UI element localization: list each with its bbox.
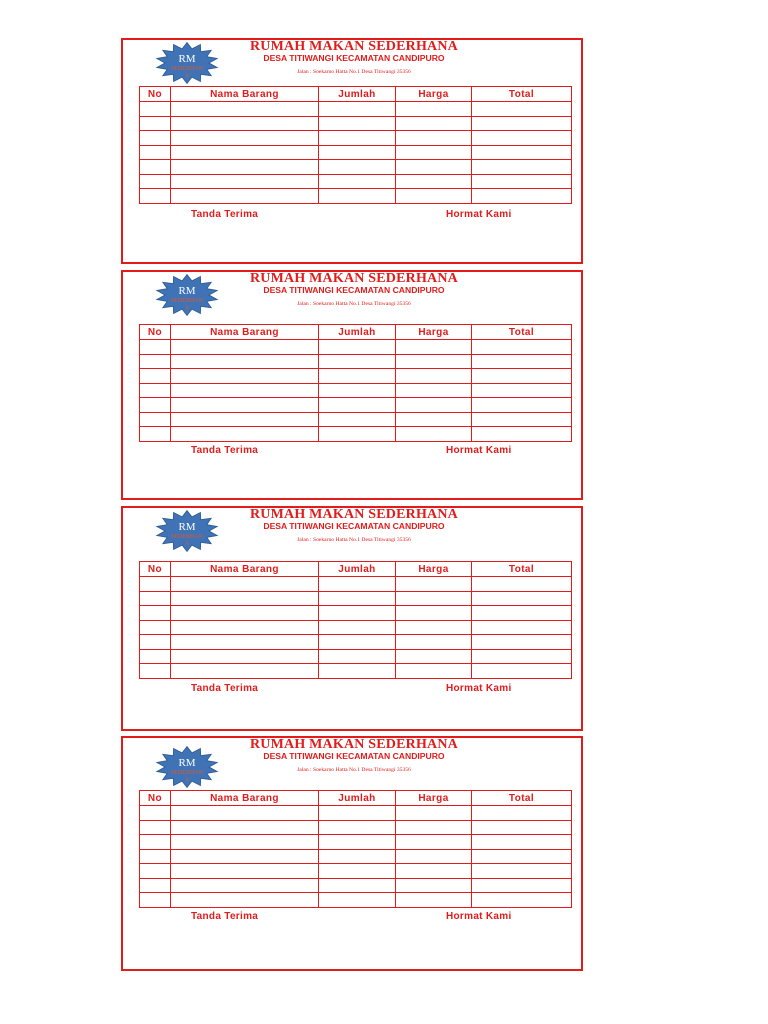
column-header-nama-barang: Nama Barang <box>171 325 319 340</box>
table-cell <box>319 354 396 369</box>
table-cell <box>319 116 396 131</box>
table-cell <box>171 864 319 879</box>
table-row <box>140 635 572 650</box>
table-cell <box>171 849 319 864</box>
table-cell <box>396 635 472 650</box>
table-row <box>140 189 572 204</box>
column-header-jumlah: Jumlah <box>319 325 396 340</box>
table-cell <box>171 427 319 442</box>
table-row <box>140 412 572 427</box>
table-cell <box>396 189 472 204</box>
table-cell <box>396 620 472 635</box>
receipt-address: Jalan : Soekarno Hatta No.1 Desa Titiwangi 35356 <box>297 767 411 773</box>
column-header-nama-barang: Nama Barang <box>171 87 319 102</box>
table-cell <box>472 864 572 879</box>
receipt-card-4 <box>121 736 583 971</box>
table-cell <box>140 174 171 189</box>
table-cell <box>472 383 572 398</box>
table-row <box>140 369 572 384</box>
column-header-nama-barang: Nama Barang <box>171 562 319 577</box>
table-cell <box>472 835 572 850</box>
table-cell <box>171 806 319 821</box>
receipt-address: Jalan : Soekarno Hatta No.1 Desa Titiwangi 35356 <box>297 69 411 75</box>
table-cell <box>472 878 572 893</box>
table-row <box>140 620 572 635</box>
table-row <box>140 340 572 355</box>
table-cell <box>472 806 572 821</box>
table-cell <box>319 427 396 442</box>
table-cell <box>171 878 319 893</box>
table-cell <box>472 577 572 592</box>
table-row <box>140 383 572 398</box>
table-row <box>140 427 572 442</box>
table-cell <box>472 116 572 131</box>
column-header-harga: Harga <box>396 791 472 806</box>
table-cell <box>171 340 319 355</box>
badge-subtext: SEDERHANA <box>170 66 203 79</box>
column-header-no: No <box>140 562 171 577</box>
table-cell <box>396 820 472 835</box>
table-cell <box>171 412 319 427</box>
badge-subtext: SEDERHANA <box>170 298 203 311</box>
table-cell <box>396 340 472 355</box>
table-cell <box>171 577 319 592</box>
table-cell <box>171 649 319 664</box>
signature-regards: Hormat Kami <box>446 445 512 456</box>
table-cell <box>472 849 572 864</box>
badge-subtext: SEDERHANA <box>170 770 203 783</box>
table-cell <box>396 354 472 369</box>
receipt-card-2 <box>121 270 583 500</box>
table-row <box>140 806 572 821</box>
table-row <box>140 174 572 189</box>
receipt-title: RUMAH MAKAN SEDERHANA <box>250 271 458 286</box>
table-cell <box>319 849 396 864</box>
signature-received: Tanda Terima <box>191 445 259 456</box>
table-cell <box>472 102 572 117</box>
signature-received: Tanda Terima <box>191 209 259 220</box>
table-row <box>140 878 572 893</box>
receipt-subtitle: DESA TITIWANGI KECAMATAN CANDIPURO <box>263 751 445 761</box>
signature-regards: Hormat Kami <box>446 683 512 694</box>
table-cell <box>171 369 319 384</box>
table-cell <box>396 131 472 146</box>
table-row <box>140 591 572 606</box>
table-cell <box>396 849 472 864</box>
table-row <box>140 864 572 879</box>
table-cell <box>396 591 472 606</box>
table-cell <box>396 864 472 879</box>
column-header-total: Total <box>472 791 572 806</box>
table-cell <box>171 102 319 117</box>
table-cell <box>319 131 396 146</box>
table-row <box>140 354 572 369</box>
column-header-no: No <box>140 791 171 806</box>
table-cell <box>140 189 171 204</box>
column-header-harga: Harga <box>396 87 472 102</box>
table-cell <box>472 635 572 650</box>
table-row <box>140 116 572 131</box>
column-header-jumlah: Jumlah <box>319 87 396 102</box>
badge-subtext: SEDERHANA <box>170 534 203 547</box>
table-cell <box>319 591 396 606</box>
table-cell <box>319 620 396 635</box>
table-row <box>140 131 572 146</box>
column-header-jumlah: Jumlah <box>319 562 396 577</box>
items-table <box>139 86 572 204</box>
table-cell <box>396 835 472 850</box>
table-row <box>140 398 572 413</box>
table-cell <box>472 145 572 160</box>
table-cell <box>140 398 171 413</box>
table-cell <box>319 577 396 592</box>
table-cell <box>171 635 319 650</box>
table-cell <box>171 591 319 606</box>
table-cell <box>171 383 319 398</box>
table-cell <box>171 189 319 204</box>
table-cell <box>171 131 319 146</box>
table-cell <box>319 806 396 821</box>
table-row <box>140 835 572 850</box>
table-cell <box>140 160 171 175</box>
table-cell <box>472 893 572 908</box>
table-cell <box>140 354 171 369</box>
table-cell <box>140 427 171 442</box>
table-cell <box>319 635 396 650</box>
table-cell <box>140 369 171 384</box>
column-header-harga: Harga <box>396 325 472 340</box>
receipt-title: RUMAH MAKAN SEDERHANA <box>250 507 458 522</box>
table-cell <box>396 160 472 175</box>
table-cell <box>171 145 319 160</box>
table-cell <box>396 649 472 664</box>
table-cell <box>472 664 572 679</box>
table-cell <box>319 340 396 355</box>
table-row <box>140 577 572 592</box>
table-cell <box>396 427 472 442</box>
table-cell <box>140 606 171 621</box>
table-cell <box>140 591 171 606</box>
column-header-nama-barang: Nama Barang <box>171 791 319 806</box>
table-cell <box>140 835 171 850</box>
table-cell <box>140 820 171 835</box>
badge-text: RM <box>178 757 196 769</box>
receipt-address: Jalan : Soekarno Hatta No.1 Desa Titiwangi 35356 <box>297 301 411 307</box>
badge-text: RM <box>178 53 196 65</box>
table-cell <box>319 412 396 427</box>
table-cell <box>319 893 396 908</box>
table-cell <box>472 160 572 175</box>
receipt-subtitle: DESA TITIWANGI KECAMATAN CANDIPURO <box>263 521 445 531</box>
table-cell <box>171 116 319 131</box>
column-header-jumlah: Jumlah <box>319 791 396 806</box>
badge-text: RM <box>178 285 196 297</box>
table-cell <box>171 820 319 835</box>
signature-received: Tanda Terima <box>191 683 259 694</box>
badge-text: RM <box>178 521 196 533</box>
table-cell <box>171 606 319 621</box>
column-header-harga: Harga <box>396 562 472 577</box>
table-cell <box>319 835 396 850</box>
table-cell <box>396 145 472 160</box>
table-cell <box>319 664 396 679</box>
table-cell <box>171 398 319 413</box>
table-cell <box>171 664 319 679</box>
table-cell <box>472 369 572 384</box>
signature-regards: Hormat Kami <box>446 209 512 220</box>
table-cell <box>171 893 319 908</box>
table-cell <box>140 649 171 664</box>
table-cell <box>140 131 171 146</box>
table-cell <box>472 354 572 369</box>
table-row <box>140 160 572 175</box>
column-header-total: Total <box>472 87 572 102</box>
table-cell <box>171 160 319 175</box>
table-cell <box>140 383 171 398</box>
table-row <box>140 649 572 664</box>
table-cell <box>140 849 171 864</box>
items-table <box>139 324 572 442</box>
table-cell <box>319 864 396 879</box>
table-cell <box>319 820 396 835</box>
table-row <box>140 102 572 117</box>
table-cell <box>472 820 572 835</box>
table-cell <box>396 893 472 908</box>
table-cell <box>396 174 472 189</box>
table-cell <box>396 806 472 821</box>
table-cell <box>472 412 572 427</box>
column-header-total: Total <box>472 325 572 340</box>
receipt-card-1 <box>121 38 583 264</box>
table-cell <box>472 189 572 204</box>
table-cell <box>140 620 171 635</box>
signature-regards: Hormat Kami <box>446 911 512 922</box>
items-table <box>139 790 572 908</box>
table-cell <box>319 878 396 893</box>
table-cell <box>472 591 572 606</box>
table-cell <box>396 398 472 413</box>
table-cell <box>140 102 171 117</box>
table-cell <box>472 606 572 621</box>
table-cell <box>396 878 472 893</box>
column-header-no: No <box>140 87 171 102</box>
table-cell <box>396 102 472 117</box>
receipt-title: RUMAH MAKAN SEDERHANA <box>250 39 458 54</box>
table-cell <box>140 893 171 908</box>
table-row <box>140 664 572 679</box>
table-cell <box>472 340 572 355</box>
receipt-title: RUMAH MAKAN SEDERHANA <box>250 737 458 752</box>
items-table <box>139 561 572 679</box>
table-row <box>140 606 572 621</box>
table-cell <box>396 606 472 621</box>
table-cell <box>319 189 396 204</box>
table-cell <box>171 620 319 635</box>
table-row <box>140 849 572 864</box>
table-cell <box>319 383 396 398</box>
table-cell <box>140 878 171 893</box>
table-cell <box>396 369 472 384</box>
table-cell <box>472 398 572 413</box>
table-cell <box>319 369 396 384</box>
table-cell <box>140 864 171 879</box>
table-row <box>140 145 572 160</box>
table-cell <box>171 174 319 189</box>
table-cell <box>140 635 171 650</box>
table-cell <box>472 427 572 442</box>
receipt-address: Jalan : Soekarno Hatta No.1 Desa Titiwangi 35356 <box>297 537 411 543</box>
table-cell <box>396 383 472 398</box>
table-row <box>140 820 572 835</box>
table-cell <box>140 664 171 679</box>
receipt-card-3 <box>121 506 583 731</box>
table-cell <box>319 398 396 413</box>
table-cell <box>319 145 396 160</box>
column-header-total: Total <box>472 562 572 577</box>
table-cell <box>396 116 472 131</box>
table-cell <box>140 116 171 131</box>
table-cell <box>319 174 396 189</box>
table-cell <box>171 354 319 369</box>
table-cell <box>140 340 171 355</box>
table-cell <box>396 577 472 592</box>
table-cell <box>472 649 572 664</box>
receipt-subtitle: DESA TITIWANGI KECAMATAN CANDIPURO <box>263 285 445 295</box>
table-cell <box>319 160 396 175</box>
table-cell <box>171 835 319 850</box>
table-cell <box>140 412 171 427</box>
table-cell <box>319 102 396 117</box>
table-cell <box>472 174 572 189</box>
table-cell <box>140 577 171 592</box>
table-cell <box>140 806 171 821</box>
signature-received: Tanda Terima <box>191 911 259 922</box>
column-header-no: No <box>140 325 171 340</box>
table-row <box>140 893 572 908</box>
receipt-subtitle: DESA TITIWANGI KECAMATAN CANDIPURO <box>263 53 445 63</box>
table-cell <box>140 145 171 160</box>
table-cell <box>396 412 472 427</box>
table-cell <box>472 131 572 146</box>
table-cell <box>319 649 396 664</box>
table-cell <box>472 620 572 635</box>
table-cell <box>319 606 396 621</box>
table-cell <box>396 664 472 679</box>
